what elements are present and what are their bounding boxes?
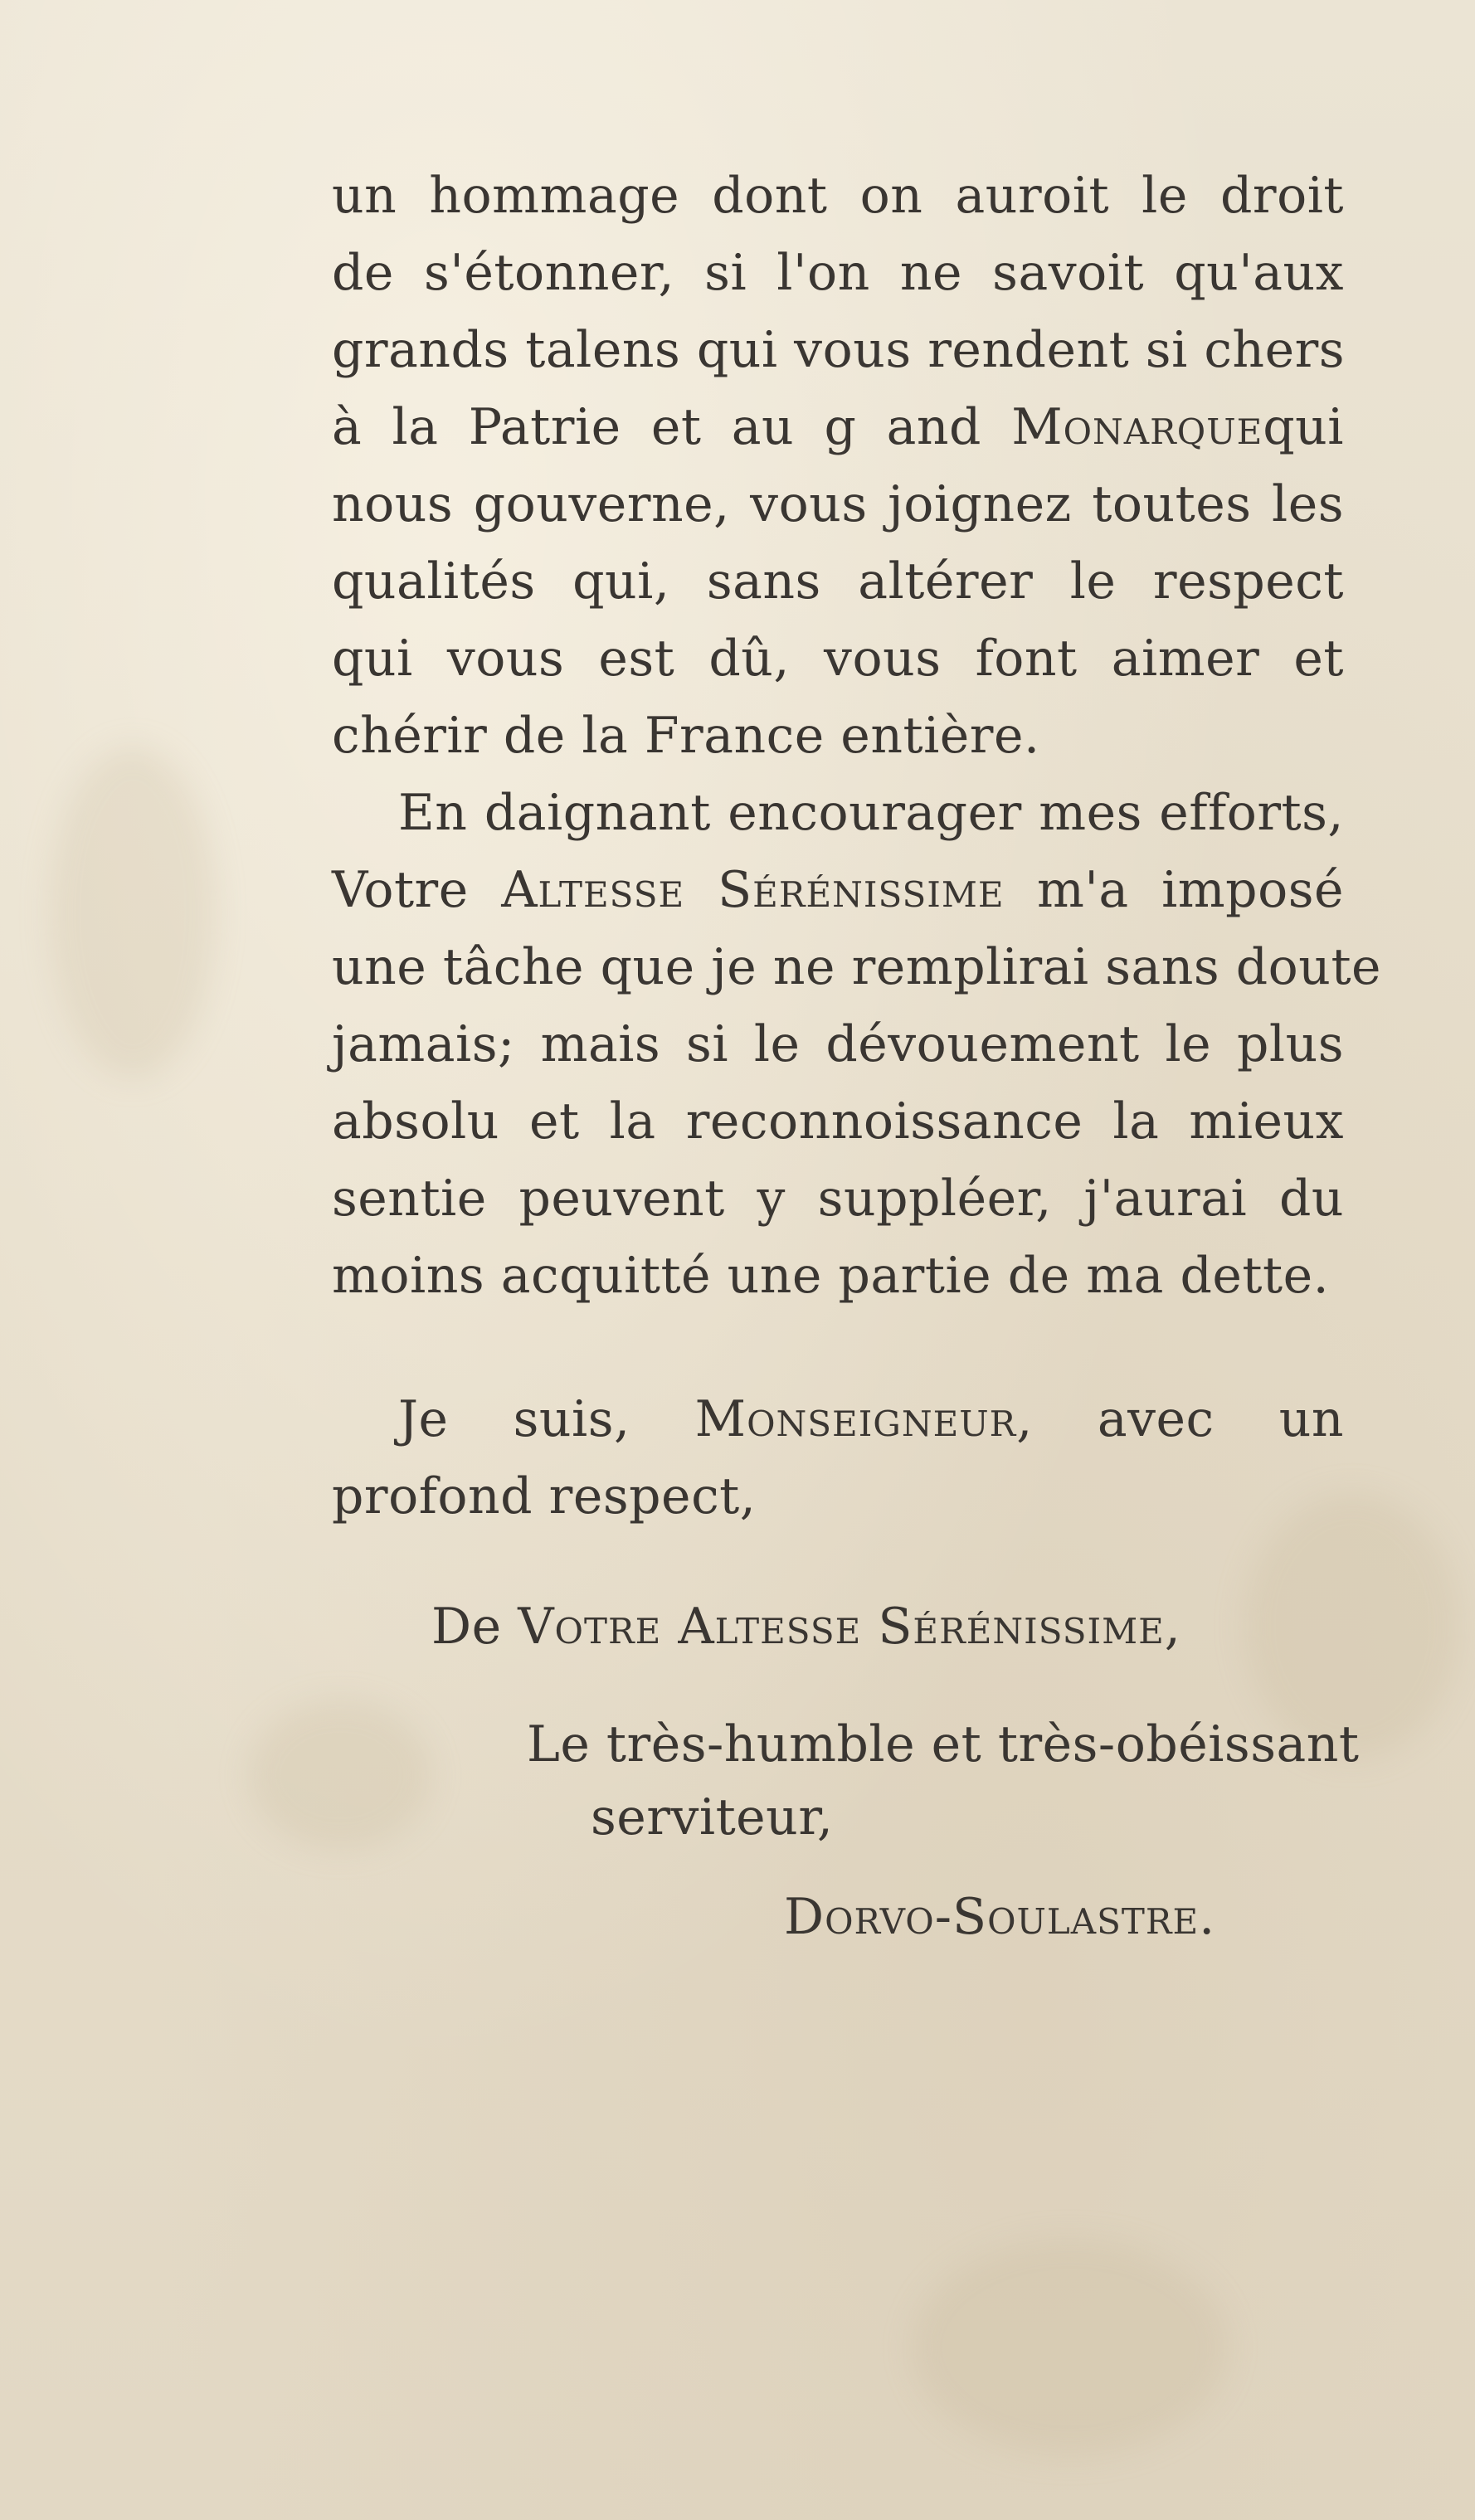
paper-stain — [50, 747, 216, 1078]
text-segment: à la Patrie et au g and — [332, 398, 1012, 456]
text-line: une tâche que je ne remplirai sans doute — [332, 938, 1382, 996]
text-line: nous gouverne, vous joignez toutes les — [332, 475, 1344, 533]
text-segment: , — [1164, 1598, 1181, 1656]
text-line: moins acquitté une partie de ma dette. — [332, 1247, 1330, 1305]
small-caps-name: Votre Altesse Sérénissime — [518, 1598, 1165, 1656]
text-line — [431, 1588, 1344, 1666]
closing-formula — [332, 1381, 1344, 1535]
salutation — [431, 1588, 1344, 1666]
paragraph-1 — [332, 158, 1344, 775]
small-caps-name: Monarque — [1011, 398, 1263, 456]
text-line: absolu et la reconnoissance la mieux — [332, 1092, 1344, 1151]
text-line — [332, 1381, 1344, 1458]
text-line: Le très-humble et très-obéissant — [527, 1715, 1360, 1773]
text-line: serviteur, — [591, 1788, 834, 1846]
text-line: profond respect, — [332, 1467, 757, 1525]
text-line: En daignant encourager mes efforts, — [398, 784, 1344, 842]
text-segment: Je suis, — [398, 1390, 695, 1448]
text-line: grands talens qui vous rendent si chers — [332, 321, 1346, 379]
text-line: de s'étonner, si l'on ne savoit qu'aux — [332, 244, 1344, 302]
text-segment: De — [431, 1598, 518, 1656]
text-segment: , avec un — [1016, 1390, 1344, 1448]
paragraph-2 — [332, 775, 1382, 1315]
paper-stain — [913, 2240, 1228, 2455]
servant-word — [591, 1779, 1171, 1856]
text-line: qui vous est dû, vous font aimer et — [332, 630, 1344, 688]
text-line — [332, 389, 1344, 466]
text-segment: Votre — [332, 861, 502, 919]
paper-stain — [249, 1700, 431, 1850]
small-caps-name: Altesse Sérénissime — [501, 861, 1005, 919]
signature-name: Dorvo-Soulastre. — [784, 1888, 1216, 1946]
text-line: chérir de la France entière. — [332, 707, 1040, 765]
text-line: sentie peuvent y suppléer, j'aurai du — [332, 1170, 1344, 1228]
text-segment: qui — [1263, 398, 1344, 456]
signature — [784, 1879, 1365, 1956]
text-line: un hommage dont on auroit le droit — [332, 167, 1344, 225]
text-line: qualités qui, sans altérer le respect — [332, 552, 1344, 611]
text-line — [332, 852, 1344, 929]
text-segment: m'a imposé — [1004, 861, 1344, 919]
humble-servant — [527, 1706, 1360, 1783]
small-caps-name: Monseigneur — [694, 1390, 1017, 1448]
text-line: jamais; mais si le dévouement le plus — [332, 1015, 1344, 1073]
letter-body — [332, 158, 1382, 1315]
